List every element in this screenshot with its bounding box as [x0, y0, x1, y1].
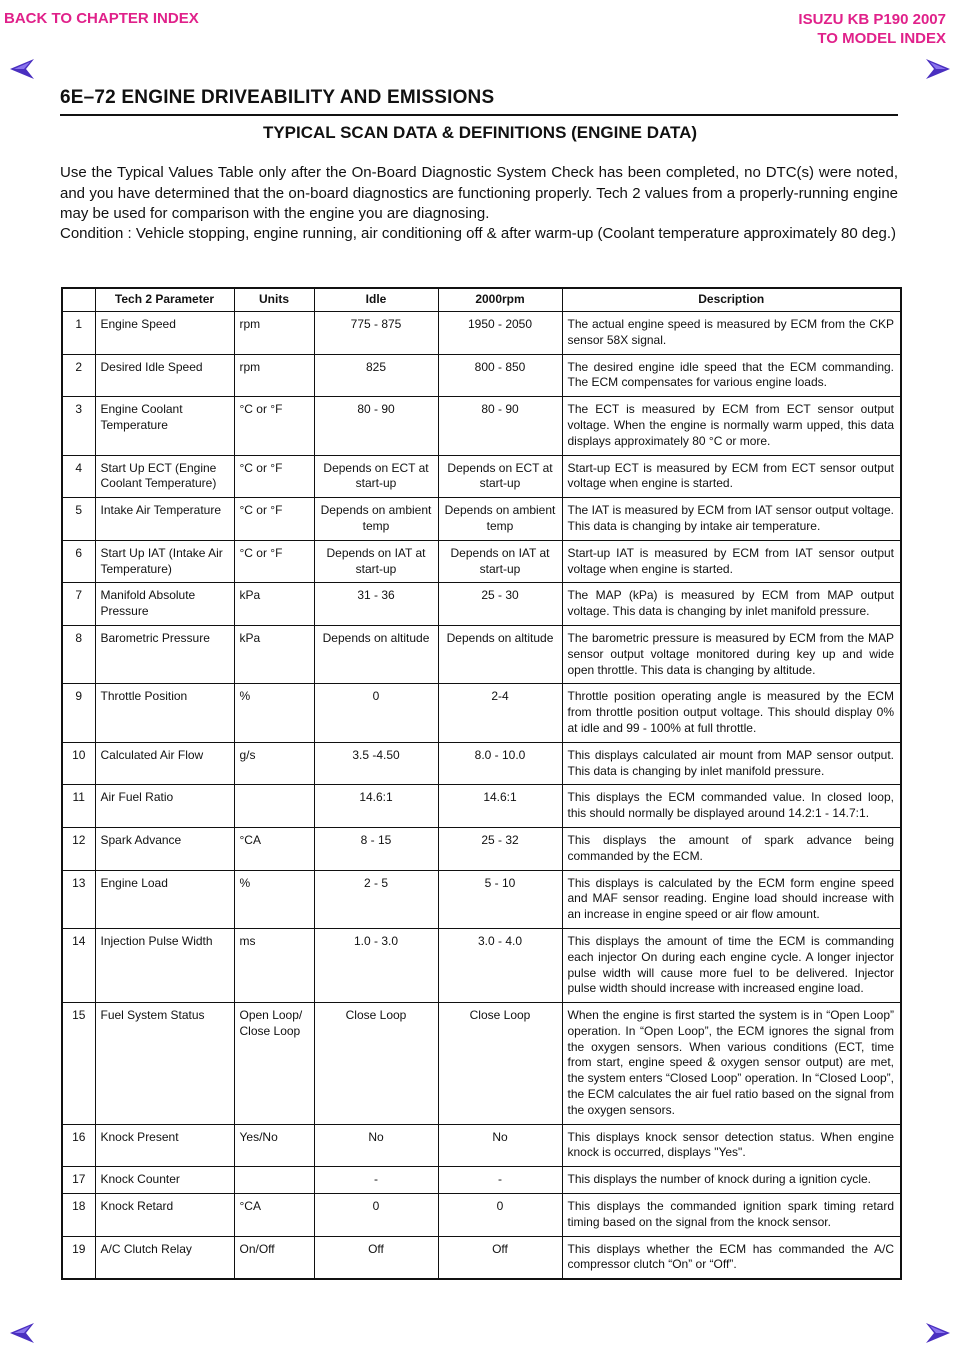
header-2000rpm: 2000rpm	[438, 288, 562, 312]
cell-description: This displays the ECM commanded value. In closed loop, this should normally be displayed around 14.2:1 - 14.7:1.	[562, 785, 901, 828]
cell-description: This displays knock sensor detection status. When engine knock is occurred, displays "Yes".	[562, 1124, 901, 1167]
cell-2000rpm: 3.0 - 4.0	[438, 928, 562, 1002]
cell-number: 8	[62, 625, 95, 683]
table-row	[62, 827, 901, 870]
cell-units: °C or °F	[234, 540, 314, 583]
cell-2000rpm: 800 - 850	[438, 354, 562, 397]
cell-parameter: Start Up ECT (Engine Coolant Temperature)	[95, 455, 234, 498]
cell-number: 7	[62, 583, 95, 626]
back-to-chapter-index-link[interactable]: BACK TO CHAPTER INDEX	[4, 10, 199, 27]
cell-idle: 775 - 875	[314, 312, 438, 355]
cell-2000rpm: 80 - 90	[438, 397, 562, 455]
cell-parameter: Injection Pulse Width	[95, 928, 234, 1002]
cell-units: rpm	[234, 312, 314, 355]
cell-units: °C or °F	[234, 455, 314, 498]
cell-description: This displays is calculated by the ECM form engine speed and MAF sensor reading. Engine load should increase with an increase in engine speed or air flow amount.	[562, 870, 901, 928]
cell-idle: 14.6:1	[314, 785, 438, 828]
cell-description: The ECT is measured by ECM from ECT sensor output voltage. When the engine is normally warm upped, this data displays approximately 80 °C or more.	[562, 397, 901, 455]
cell-2000rpm: 25 - 30	[438, 583, 562, 626]
table-row	[62, 684, 901, 742]
cell-2000rpm: Depends on altitude	[438, 625, 562, 683]
cell-number: 19	[62, 1236, 95, 1279]
cell-units: kPa	[234, 583, 314, 626]
intro-paragraph: Use the Typical Values Table only after the On-Board Diagnostic System Check has been completed, no DTC(s) were noted, and you have determined that the on-board diagnostics are functioning properly. Tech 2 values from a properly-running engine may be used for comparison with the engine you are diagnosing.	[60, 164, 898, 222]
table-row	[62, 1167, 901, 1194]
cell-idle: 0	[314, 684, 438, 742]
cell-parameter: Knock Retard	[95, 1194, 234, 1237]
cell-parameter: Air Fuel Ratio	[95, 785, 234, 828]
table-row	[62, 870, 901, 928]
cell-number: 18	[62, 1194, 95, 1237]
cell-description: Throttle position operating angle is measured by the ECM from throttle position output voltage. This should display 0% at idle and 99 - 100% at full throttle.	[562, 684, 901, 742]
cell-parameter: Engine Coolant Temperature	[95, 397, 234, 455]
header-description: Description	[562, 288, 901, 312]
cell-2000rpm: Depends on ECT at start-up	[438, 455, 562, 498]
cell-units: Open Loop/ Close Loop	[234, 1003, 314, 1125]
header-parameter: Tech 2 Parameter	[95, 288, 234, 312]
cell-idle: Depends on ambient temp	[314, 498, 438, 541]
cell-units	[234, 785, 314, 828]
cell-number: 1	[62, 312, 95, 355]
header-number	[62, 288, 95, 312]
table-row	[62, 1124, 901, 1167]
cell-description: This displays the number of knock during a ignition cycle.	[562, 1167, 901, 1194]
cell-idle: 80 - 90	[314, 397, 438, 455]
cell-parameter: Manifold Absolute Pressure	[95, 583, 234, 626]
cell-parameter: Calculated Air Flow	[95, 742, 234, 785]
heading-divider	[60, 114, 898, 116]
page-title: 6E–72 ENGINE DRIVEABILITY AND EMISSIONS	[60, 87, 495, 108]
cell-idle: Off	[314, 1236, 438, 1279]
header-idle: Idle	[314, 288, 438, 312]
table-row	[62, 583, 901, 626]
cell-parameter: Fuel System Status	[95, 1003, 234, 1125]
model-title: ISUZU KB P190 2007	[798, 11, 946, 28]
cell-2000rpm: 0	[438, 1194, 562, 1237]
cell-parameter: Engine Speed	[95, 312, 234, 355]
cell-2000rpm: -	[438, 1167, 562, 1194]
table-row	[62, 312, 901, 355]
to-model-index-link[interactable]: TO MODEL INDEX	[817, 30, 946, 47]
cell-description: The desired engine idle speed that the ECM commanding. The ECM compensates for various engine loads.	[562, 354, 901, 397]
cell-description: When the engine is first started the system is in “Open Loop” operation. In “Open Loop”, the ECM ignores the signal from the oxygen sensors. When various conditions (ECT, time from start, engine speed & oxygen sensor output) are met, the system enters “Closed Loop” operation. In “Closed Loop”, the ECM calculates the air fuel ratio based on the signal from the oxygen sensors.	[562, 1003, 901, 1125]
cell-2000rpm: Close Loop	[438, 1003, 562, 1125]
cell-number: 13	[62, 870, 95, 928]
cell-2000rpm: No	[438, 1124, 562, 1167]
cell-parameter: Knock Counter	[95, 1167, 234, 1194]
table-row	[62, 455, 901, 498]
cell-units: °CA	[234, 1194, 314, 1237]
cell-parameter: Intake Air Temperature	[95, 498, 234, 541]
cell-idle: 3.5 -4.50	[314, 742, 438, 785]
cell-description: This displays whether the ECM has commanded the A/C compressor clutch “On” or “Off”.	[562, 1236, 901, 1279]
cell-2000rpm: 1950 - 2050	[438, 312, 562, 355]
cell-idle: No	[314, 1124, 438, 1167]
cell-number: 10	[62, 742, 95, 785]
cell-idle: 31 - 36	[314, 583, 438, 626]
cell-units: On/Off	[234, 1236, 314, 1279]
model-header	[798, 10, 946, 48]
cell-units: g/s	[234, 742, 314, 785]
cell-description: Start-up IAT is measured by ECM from IAT sensor output voltage when engine is started.	[562, 540, 901, 583]
previous-page-arrow-icon[interactable]	[8, 1322, 38, 1344]
cell-number: 4	[62, 455, 95, 498]
cell-parameter: A/C Clutch Relay	[95, 1236, 234, 1279]
cell-idle: 0	[314, 1194, 438, 1237]
table-row	[62, 540, 901, 583]
cell-idle: Depends on IAT at start-up	[314, 540, 438, 583]
cell-idle: Depends on ECT at start-up	[314, 455, 438, 498]
cell-2000rpm: Off	[438, 1236, 562, 1279]
cell-description: Start-up ECT is measured by ECM from ECT sensor output voltage when engine is started.	[562, 455, 901, 498]
cell-idle: 825	[314, 354, 438, 397]
cell-description: This displays calculated air mount from MAP sensor output. This data is changing by inlet manifold pressure.	[562, 742, 901, 785]
next-page-arrow-icon[interactable]	[922, 58, 952, 80]
cell-units: °CA	[234, 827, 314, 870]
cell-number: 15	[62, 1003, 95, 1125]
cell-idle: Depends on altitude	[314, 625, 438, 683]
cell-units: ms	[234, 928, 314, 1002]
table-header-row	[62, 288, 901, 312]
cell-idle: -	[314, 1167, 438, 1194]
cell-units: %	[234, 870, 314, 928]
cell-number: 14	[62, 928, 95, 1002]
cell-2000rpm: Depends on ambient temp	[438, 498, 562, 541]
cell-idle: Close Loop	[314, 1003, 438, 1125]
table-row	[62, 1003, 901, 1125]
table-row	[62, 1236, 901, 1279]
cell-number: 12	[62, 827, 95, 870]
cell-description: The barometric pressure is measured by ECM from the MAP sensor output voltage monitored during key up and wide open throttle. This data is changing by altitude.	[562, 625, 901, 683]
cell-idle: 2 - 5	[314, 870, 438, 928]
cell-number: 3	[62, 397, 95, 455]
previous-page-arrow-icon[interactable]	[8, 58, 38, 80]
table-row	[62, 928, 901, 1002]
cell-description: The MAP (kPa) is measured by ECM from MAP output voltage. This data is changing by inlet manifold pressure.	[562, 583, 901, 626]
cell-units: kPa	[234, 625, 314, 683]
cell-number: 9	[62, 684, 95, 742]
table-row	[62, 354, 901, 397]
cell-2000rpm: Depends on IAT at start-up	[438, 540, 562, 583]
cell-parameter: Engine Load	[95, 870, 234, 928]
cell-description: This displays the amount of spark advance being commanded by the ECM.	[562, 827, 901, 870]
table-body	[62, 312, 901, 1280]
cell-description: The actual engine speed is measured by ECM from the CKP sensor 58X signal.	[562, 312, 901, 355]
scan-data-table	[61, 287, 902, 1280]
cell-number: 17	[62, 1167, 95, 1194]
cell-2000rpm: 2-4	[438, 684, 562, 742]
cell-parameter: Knock Present	[95, 1124, 234, 1167]
cell-units: rpm	[234, 354, 314, 397]
cell-units: Yes/No	[234, 1124, 314, 1167]
cell-parameter: Barometric Pressure	[95, 625, 234, 683]
cell-number: 2	[62, 354, 95, 397]
cell-idle: 1.0 - 3.0	[314, 928, 438, 1002]
cell-description: This displays the commanded ignition spark timing retard timing based on the signal from the knock sensor.	[562, 1194, 901, 1237]
cell-idle: 8 - 15	[314, 827, 438, 870]
cell-2000rpm: 8.0 - 10.0	[438, 742, 562, 785]
cell-units	[234, 1167, 314, 1194]
cell-number: 16	[62, 1124, 95, 1167]
table-row	[62, 742, 901, 785]
cell-description: The IAT is measured by ECM from IAT sensor output voltage. This data is changing by intake air temperature.	[562, 498, 901, 541]
table-row	[62, 785, 901, 828]
cell-parameter: Spark Advance	[95, 827, 234, 870]
table-row	[62, 498, 901, 541]
cell-units: %	[234, 684, 314, 742]
section-title: TYPICAL SCAN DATA & DEFINITIONS (ENGINE DATA)	[262, 123, 698, 142]
cell-description: This displays the amount of time the ECM is commanding each injector On during each engine cycle. A longer injector pulse width will cause more fuel to be delivered. Injector pulse width should increase with increased engine load.	[562, 928, 901, 1002]
cell-parameter: Throttle Position	[95, 684, 234, 742]
cell-number: 11	[62, 785, 95, 828]
table-row	[62, 1194, 901, 1237]
cell-2000rpm: 14.6:1	[438, 785, 562, 828]
cell-2000rpm: 25 - 32	[438, 827, 562, 870]
cell-units: °C or °F	[234, 498, 314, 541]
cell-number: 6	[62, 540, 95, 583]
table-row	[62, 397, 901, 455]
table-row	[62, 625, 901, 683]
cell-parameter: Start Up IAT (Intake Air Temperature)	[95, 540, 234, 583]
cell-number: 5	[62, 498, 95, 541]
condition-paragraph: Condition : Vehicle stopping, engine running, air conditioning off & after warm-up (Coolant temperature approximately 80 deg.)	[60, 225, 897, 242]
cell-parameter: Desired Idle Speed	[95, 354, 234, 397]
next-page-arrow-icon[interactable]	[922, 1322, 952, 1344]
header-units: Units	[234, 288, 314, 312]
cell-2000rpm: 5 - 10	[438, 870, 562, 928]
cell-units: °C or °F	[234, 397, 314, 455]
